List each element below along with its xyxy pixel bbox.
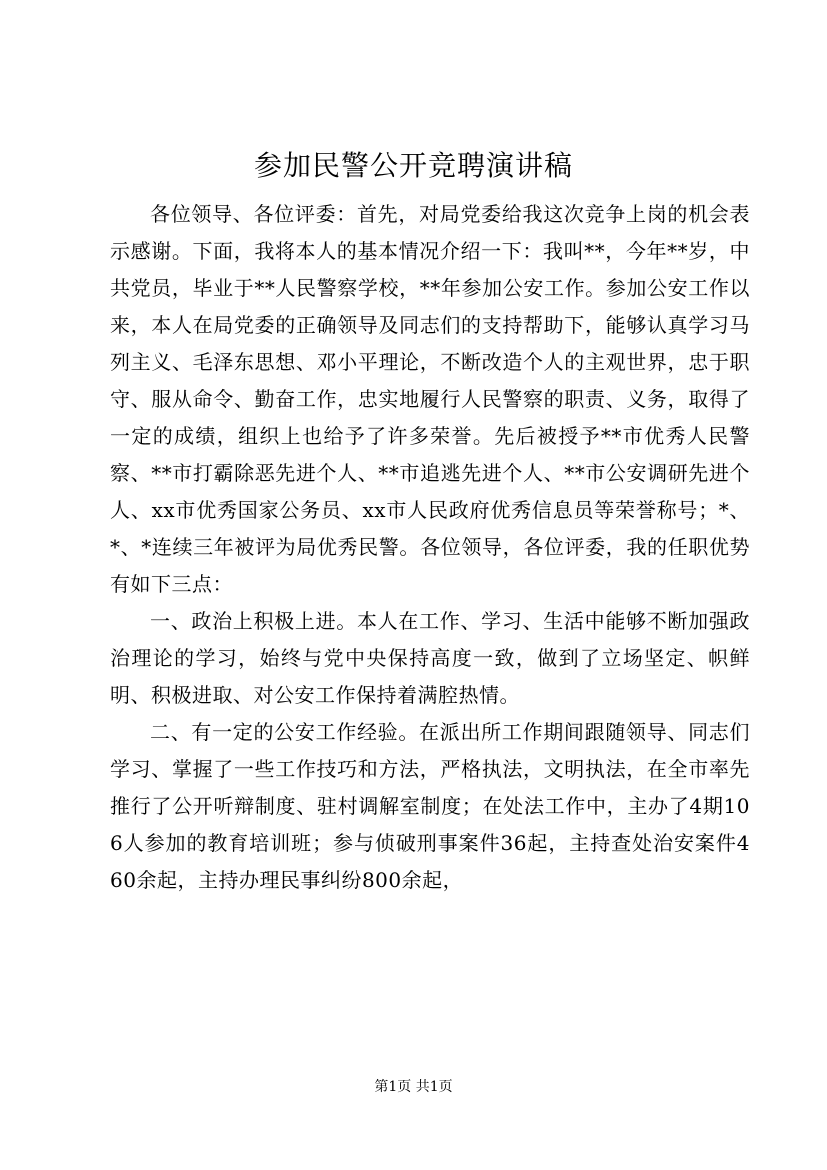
paragraph-point-two: 二、有一定的公安工作经验。在派出所工作期间跟随领导、同志们学习、掌握了一些工作技巧和方法，严格执法，文明执法，在全市率先推行了公开听辩制度、驻村调解室制度；在处法工作中，主办了4期106人参加的教育培训班；参与侦破刑事案件36起，主持查处治安案件460余起，主持办理民事纠纷800余起， [110,720,750,892]
document-title: 参加民警公开竞聘演讲稿 [253,149,573,182]
paragraph-point-one: 一、政治上积极上进。本人在工作、学习、生活中能够不断加强政治理论的学习，始终与党中央保持高度一致，做到了立场坚定、帜鲜明、积极进取、对公安工作保持着满腔热情。 [110,609,750,707]
paragraph-intro: 各位领导、各位评委：首先，对局党委给我这次竞争上岗的机会表示感谢。下面，我将本人的基本情况介绍一下：我叫**，今年**岁，中共党员，毕业于**人民警察学校，**年参加公安工作。参加公安工作以来，本人在局党委的正确领导及同志们的支持帮助下，能够认真学习马列主义、毛泽东思想、邓小平理论，不断改造个人的主观世界，忠于职守、服从命令、勤奋工作，忠实地履行人民警察的职责、义务，取得了一定的成绩，组织上也给予了许多荣誉。先后被授予**市优秀人民警察、**市打霸除恶先进个人、**市追逃先进个人、**市公安调研先进个人、xx市优秀国家公务员、xx市人民政府优秀信息员等荣誉称号；*、*、*连续三年被评为局优秀民警。各位领导，各位评委，我的任职优势有如下三点： [110,202,750,596]
page-number-footer: 第1页 共1页 [374,1079,453,1095]
document-body [110,196,750,899]
